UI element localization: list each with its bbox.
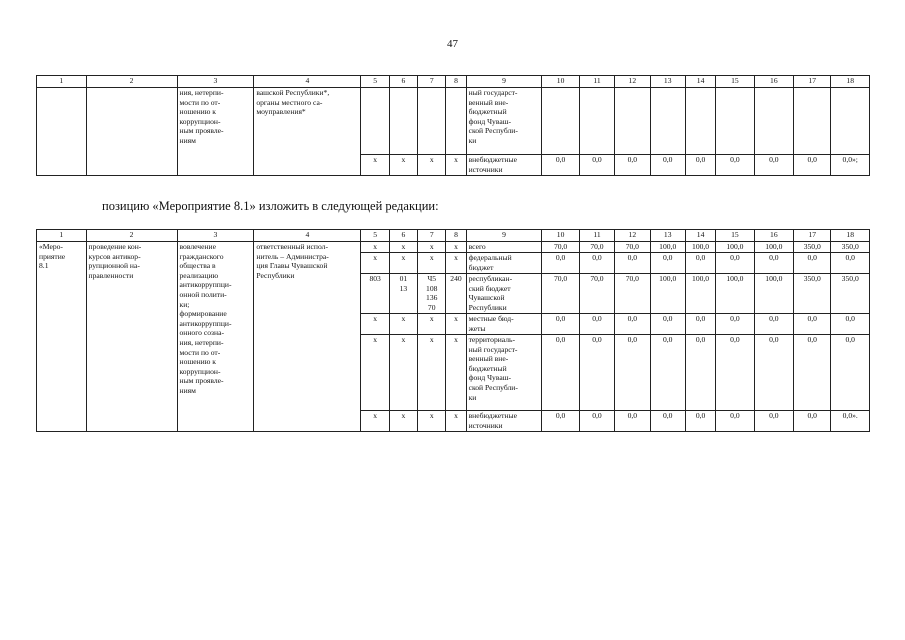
value-cell: 0,0	[615, 411, 650, 432]
value-cell: 350,0	[794, 274, 831, 314]
header-row	[37, 76, 870, 88]
header-cell: 8	[446, 230, 466, 242]
value-cell: 70,0	[579, 242, 614, 253]
value-cell: 70,0	[615, 242, 650, 253]
value-cell: 100,0	[754, 274, 793, 314]
code-cell: х	[389, 242, 417, 253]
cell-empty	[86, 88, 177, 176]
table-row	[37, 88, 870, 155]
code-cell: х	[361, 155, 389, 176]
code-cell: 01 13	[389, 274, 417, 314]
value-cell: 0,0	[794, 155, 831, 176]
page-number: 47	[447, 38, 458, 50]
code-cell: х	[418, 155, 446, 176]
header-row	[37, 230, 870, 242]
funding-source-cell: территориаль- ный государст- венный вне- бюджетный фонд Чуваш- ской Республи- ки	[466, 335, 542, 411]
header-cell: 13	[650, 76, 685, 88]
code-cell: х	[361, 335, 389, 411]
header-cell: 10	[542, 76, 579, 88]
value-cell: 0,0	[685, 253, 715, 274]
code-cell: х	[418, 242, 446, 253]
value-cell: 0,0	[754, 335, 793, 411]
code-cell: х	[446, 155, 466, 176]
value-cell: 0,0	[579, 253, 614, 274]
value-cell: 100,0	[685, 242, 715, 253]
value-cell: 70,0	[542, 242, 579, 253]
header-cell: 16	[754, 230, 793, 242]
code-cell: х	[446, 411, 466, 432]
value-cell: 0,0	[831, 314, 870, 335]
code-cell: х	[389, 314, 417, 335]
value-cell: 0,0	[615, 253, 650, 274]
cell-empty	[615, 88, 650, 155]
value-cell: 0,0	[542, 335, 579, 411]
value-cell: 100,0	[754, 242, 793, 253]
cell-empty	[389, 88, 417, 155]
code-cell: х	[361, 242, 389, 253]
value-cell: 100,0	[650, 242, 685, 253]
code-cell: х	[361, 314, 389, 335]
funding-source-cell: ный государст- венный вне- бюджетный фонд Чуваш- ской Республи- ки	[466, 88, 542, 155]
code-cell: х	[446, 242, 466, 253]
value-cell: 0,0	[716, 155, 754, 176]
code-cell: х	[446, 335, 466, 411]
value-cell: 0,0».	[831, 411, 870, 432]
header-cell: 17	[794, 76, 831, 88]
code-cell: х	[389, 155, 417, 176]
value-cell: 100,0	[716, 274, 754, 314]
value-cell: 0,0	[831, 335, 870, 411]
cell-empty	[361, 88, 389, 155]
code-cell: х	[361, 253, 389, 274]
table-measure-8-1	[36, 229, 870, 432]
value-cell: 0,0	[685, 155, 715, 176]
header-cell: 1	[37, 230, 87, 242]
code-cell: Ч5 108 136 70	[418, 274, 446, 314]
value-cell: 0,0»;	[831, 155, 870, 176]
value-cell: 0,0	[794, 314, 831, 335]
header-cell: 7	[418, 76, 446, 88]
value-cell: 0,0	[542, 155, 579, 176]
funding-source-cell: внебюджетные источники	[466, 411, 542, 432]
value-cell: 0,0	[650, 335, 685, 411]
value-cell: 0,0	[685, 335, 715, 411]
value-cell: 350,0	[831, 274, 870, 314]
header-cell: 12	[615, 230, 650, 242]
goal-description-cell: ния, нетерпи- мости по от- ношению к коррупцион- ным проявле- ниям	[177, 88, 254, 176]
value-cell: 350,0	[794, 242, 831, 253]
code-cell: х	[361, 411, 389, 432]
header-cell: 3	[177, 230, 254, 242]
measure-name-cell: «Меро- приятие 8.1	[37, 242, 87, 432]
cell-empty	[716, 88, 754, 155]
header-cell: 2	[86, 230, 177, 242]
cell-empty	[446, 88, 466, 155]
code-cell: х	[446, 253, 466, 274]
value-cell: 0,0	[831, 253, 870, 274]
header-cell: 10	[542, 230, 579, 242]
section-caption: позицию «Мероприятие 8.1» изложить в следующей редакции:	[102, 199, 439, 213]
value-cell: 0,0	[579, 411, 614, 432]
cell-empty	[685, 88, 715, 155]
header-cell: 17	[794, 230, 831, 242]
value-cell: 0,0	[579, 155, 614, 176]
header-cell: 12	[615, 76, 650, 88]
value-cell: 0,0	[579, 335, 614, 411]
value-cell: 0,0	[579, 314, 614, 335]
funding-source-cell: всего	[466, 242, 542, 253]
header-cell: 9	[466, 76, 542, 88]
value-cell: 0,0	[650, 253, 685, 274]
executor-cell: ответственный испол- нитель – Администра- ция Главы Чувашской Республики	[254, 242, 361, 432]
header-cell: 18	[831, 76, 870, 88]
header-cell: 14	[685, 76, 715, 88]
value-cell: 0,0	[716, 335, 754, 411]
code-cell: х	[389, 253, 417, 274]
value-cell: 350,0	[831, 242, 870, 253]
funding-source-cell: внебюджетные источники	[466, 155, 542, 176]
value-cell: 0,0	[716, 411, 754, 432]
header-cell: 5	[361, 230, 389, 242]
header-cell: 14	[685, 230, 715, 242]
value-cell: 0,0	[685, 411, 715, 432]
value-cell: 0,0	[650, 314, 685, 335]
value-cell: 0,0	[615, 155, 650, 176]
value-cell: 0,0	[716, 253, 754, 274]
value-cell: 100,0	[650, 274, 685, 314]
value-cell: 0,0	[754, 155, 793, 176]
header-cell: 5	[361, 76, 389, 88]
table-continuation	[36, 75, 870, 176]
value-cell: 0,0	[542, 253, 579, 274]
value-cell: 0,0	[754, 314, 793, 335]
cell-empty	[754, 88, 793, 155]
value-cell: 0,0	[650, 155, 685, 176]
code-cell: х	[418, 253, 446, 274]
header-cell: 8	[446, 76, 466, 88]
header-cell: 16	[754, 76, 793, 88]
header-cell: 4	[254, 230, 361, 242]
value-cell: 0,0	[650, 411, 685, 432]
cell-empty	[542, 88, 579, 155]
cell-empty	[579, 88, 614, 155]
code-cell: х	[418, 411, 446, 432]
header-cell: 2	[86, 76, 177, 88]
value-cell: 0,0	[716, 314, 754, 335]
header-cell: 6	[389, 76, 417, 88]
code-cell: х	[446, 314, 466, 335]
header-cell: 11	[579, 76, 614, 88]
code-cell: х	[389, 411, 417, 432]
code-cell: 240	[446, 274, 466, 314]
value-cell: 0,0	[794, 335, 831, 411]
cell-empty	[418, 88, 446, 155]
cell-empty	[831, 88, 870, 155]
value-cell: 0,0	[754, 253, 793, 274]
funding-source-cell: местные бюд- жеты	[466, 314, 542, 335]
code-cell: 803	[361, 274, 389, 314]
value-cell: 0,0	[542, 411, 579, 432]
header-cell: 9	[466, 230, 542, 242]
header-cell: 11	[579, 230, 614, 242]
cell-empty	[794, 88, 831, 155]
value-cell: 70,0	[579, 274, 614, 314]
measure-title-cell: проведение кон- курсов антикор- рупционной на- правленности	[86, 242, 177, 432]
value-cell: 0,0	[615, 314, 650, 335]
value-cell: 0,0	[754, 411, 793, 432]
value-cell: 0,0	[615, 335, 650, 411]
header-cell: 15	[716, 230, 754, 242]
value-cell: 0,0	[794, 253, 831, 274]
header-cell: 15	[716, 76, 754, 88]
value-cell: 0,0	[542, 314, 579, 335]
value-cell: 0,0	[685, 314, 715, 335]
funding-source-cell: федеральный бюджет	[466, 253, 542, 274]
code-cell: х	[418, 335, 446, 411]
value-cell: 0,0	[794, 411, 831, 432]
cell-empty	[37, 88, 87, 176]
header-cell: 7	[418, 230, 446, 242]
code-cell: х	[418, 314, 446, 335]
header-cell: 13	[650, 230, 685, 242]
value-cell: 70,0	[615, 274, 650, 314]
value-cell: 70,0	[542, 274, 579, 314]
header-cell: 18	[831, 230, 870, 242]
funding-source-cell: республикан- ский бюджет Чувашской Республики	[466, 274, 542, 314]
header-cell: 6	[389, 230, 417, 242]
goal-description-cell: вовлечение гражданского общества в реализацию антикорруппци- онной полити- ки; формирование антикорруппци- онного созна- ния, нетерпи- мости по от- ношению к коррупцион- ным проявле- ниям	[177, 242, 254, 432]
header-cell: 1	[37, 76, 87, 88]
cell-empty	[650, 88, 685, 155]
table-row	[37, 242, 870, 253]
executor-cell: вашской Республики*, органы местного са- моуправления*	[254, 88, 361, 176]
value-cell: 100,0	[716, 242, 754, 253]
code-cell: х	[389, 335, 417, 411]
header-cell: 4	[254, 76, 361, 88]
value-cell: 100,0	[685, 274, 715, 314]
header-cell: 3	[177, 76, 254, 88]
